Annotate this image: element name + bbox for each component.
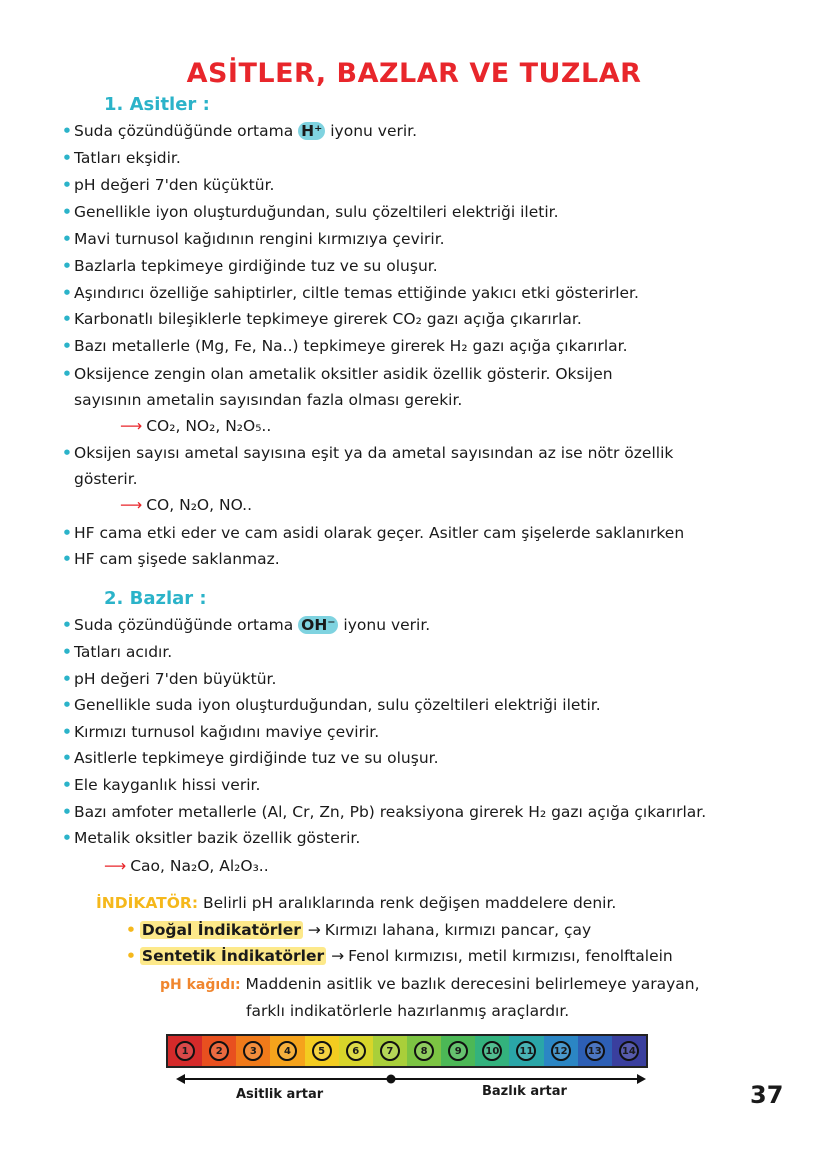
bullet-icon: • — [126, 921, 136, 939]
list-item — [62, 669, 276, 689]
ph-axis-arrow — [176, 1072, 646, 1086]
list-item — [62, 695, 601, 715]
hf-line-1 — [62, 523, 684, 543]
oh-ion-highlight: OH⁻ — [298, 616, 338, 634]
ph-scale-cell — [509, 1036, 543, 1066]
list-item-text: Genellikle iyon oluşturduğundan, sulu çözeltileri elektriği iletir. — [74, 202, 559, 221]
ph-number: 9 — [448, 1041, 468, 1061]
list-item — [62, 775, 260, 795]
base-ion-pre: Suda çözündüğünde ortama — [74, 616, 294, 634]
ph-number: 8 — [414, 1041, 434, 1061]
neutral-oxide-line-2: gösterir. — [74, 470, 138, 488]
natural-indicators — [126, 920, 591, 940]
base-ion-post: iyonu verir. — [343, 616, 431, 634]
list-item — [62, 748, 439, 768]
arrow-right-icon: → — [331, 947, 345, 965]
list-item — [62, 229, 445, 249]
bullet-icon: • — [62, 829, 72, 848]
list-item-text: Mavi turnusol kağıdının rengini kırmızıya çevirir. — [74, 229, 445, 248]
bullet-icon: • — [62, 310, 72, 329]
bullet-icon: • — [126, 947, 136, 965]
bullet-icon: • — [62, 202, 72, 221]
list-item — [62, 802, 706, 822]
neutral-oxide-example — [120, 495, 252, 515]
indicator-label: İNDİKATÖR: — [96, 894, 199, 912]
list-item-text: Ele kayganlık hissi verir. — [74, 776, 261, 794]
bullet-icon: • — [62, 616, 72, 634]
hf-line-2 — [62, 549, 280, 569]
ph-scale-cell — [475, 1036, 509, 1066]
ph-scale-cell — [202, 1036, 236, 1066]
acid-line-ion — [62, 121, 417, 141]
arrow-right-icon: → — [307, 921, 321, 939]
bullet-icon: • — [62, 550, 72, 568]
ph-scale-cell — [168, 1036, 202, 1066]
list-item-text: pH değeri 7'den küçüktür. — [74, 175, 275, 194]
bullet-icon: • — [62, 776, 72, 794]
bullet-icon: • — [62, 365, 72, 383]
base-line-ion — [62, 615, 430, 635]
list-item — [62, 828, 360, 848]
ph-paper-line-1 — [160, 974, 700, 995]
hf-text-1: HF cama etki eder ve cam asidi olarak geçer. Asitler cam şişelerde saklanırken — [74, 524, 685, 542]
ph-number: 2 — [209, 1041, 229, 1061]
acid-oxide-line-1 — [62, 364, 613, 384]
ph-scale-cell — [305, 1036, 339, 1066]
list-item — [62, 256, 438, 276]
list-item — [62, 642, 172, 662]
acidity-increases-label: Asitlik artar — [236, 1087, 324, 1102]
list-item — [62, 148, 181, 168]
list-item-text: Bazlarla tepkimeye girdiğinde tuz ve su oluşur. — [74, 256, 438, 275]
list-item-text: Genellikle suda iyon oluşturduğundan, sulu çözeltileri elektriği iletir. — [74, 696, 601, 715]
base-example-text: Cao, Na₂O, Al₂O₃.. — [130, 857, 269, 875]
synthetic-indicators-text: Fenol kırmızısı, metil kırmızısı, fenolftalein — [348, 947, 673, 965]
basicity-increases-label: Bazlık artar — [482, 1084, 567, 1099]
base-example — [104, 856, 269, 876]
list-item — [62, 722, 379, 742]
list-item-text: Metalik oksitler bazik özellik gösterir. — [74, 829, 361, 848]
list-item-text: Kırmızı turnusol kağıdını maviye çevirir. — [74, 722, 380, 741]
arrow-right-icon: ⟶ — [104, 857, 127, 875]
bullet-icon: • — [62, 122, 72, 140]
list-item-text: Karbonatlı bileşiklerle tepkimeye girerek CO₂ gazı açığa çıkarırlar. — [74, 310, 582, 329]
ph-paper-line-2: farklı indikatörlerle hazırlanmış araçlardır. — [246, 1002, 570, 1020]
bullet-icon: • — [62, 524, 72, 542]
bullet-icon: • — [62, 669, 72, 688]
ph-number: 13 — [585, 1041, 605, 1061]
indicator-definition — [96, 893, 616, 913]
indicator-text: Belirli pH aralıklarında renk değişen maddelere denir. — [203, 894, 617, 912]
ph-number: 6 — [346, 1041, 366, 1061]
list-item-text: Tatları acıdır. — [74, 643, 173, 661]
ph-scale-cell — [544, 1036, 578, 1066]
acid-ion-pre: Suda çözündüğünde ortama — [74, 122, 294, 140]
list-item-text: Tatları ekşidir. — [74, 149, 181, 167]
bullet-icon: • — [62, 175, 72, 194]
ph-scale-cell — [270, 1036, 304, 1066]
acid-oxide-text-a: Oksijence zengin olan ametalik oksitler asidik özellik gösterir. Oksijen — [74, 365, 613, 383]
acid-oxide-example-text: CO₂, NO₂, N₂O₅.. — [146, 417, 272, 435]
ph-number: 12 — [551, 1041, 571, 1061]
neutral-oxide-text-a: Oksijen sayısı ametal sayısına eşit ya da ametal sayısından az ise nötr özellik — [74, 444, 674, 462]
ph-scale — [166, 1034, 648, 1068]
synthetic-indicators — [126, 946, 673, 966]
list-item — [62, 175, 274, 195]
list-item-text: Bazı metallerle (Mg, Fe, Na..) tepkimeye girerek H₂ gazı açığa çıkarırlar. — [74, 337, 628, 356]
list-item — [62, 309, 582, 329]
arrow-right-icon: ⟶ — [120, 417, 143, 435]
bases-heading: 2. Bazlar : — [104, 588, 207, 609]
list-item-text: pH değeri 7'den büyüktür. — [74, 669, 277, 688]
ph-number: 3 — [243, 1041, 263, 1061]
acid-oxide-example — [120, 416, 271, 436]
list-item-text: Asitlerle tepkimeye girdiğinde tuz ve su oluşur. — [74, 749, 439, 768]
ph-number: 5 — [312, 1041, 332, 1061]
ph-scale-cell — [441, 1036, 475, 1066]
bullet-icon: • — [62, 229, 72, 248]
ph-number: 14 — [619, 1041, 639, 1061]
ph-number: 4 — [277, 1041, 297, 1061]
list-item — [62, 202, 559, 222]
acids-heading: 1. Asitler : — [104, 94, 210, 115]
ph-number: 11 — [516, 1041, 536, 1061]
list-item — [62, 283, 639, 303]
ph-scale-cell — [236, 1036, 270, 1066]
bullet-icon: • — [62, 256, 72, 275]
ph-scale-cell — [612, 1036, 646, 1066]
natural-indicators-label: Doğal İndikatörler — [141, 921, 301, 939]
ph-paper-text-1: Maddenin asitlik ve bazlık derecesini belirlemeye yarayan, — [245, 975, 700, 993]
ph-paper-label: pH kağıdı: — [160, 977, 241, 993]
list-item-text: Aşındırıcı özelliğe sahiptirler, ciltle temas ettiğinde yakıcı etki gösterirler. — [74, 283, 639, 302]
ph-number: 10 — [482, 1041, 502, 1061]
neutral-oxide-line-1 — [62, 443, 673, 463]
ph-scale-cell — [339, 1036, 373, 1066]
list-item-text: Bazı amfoter metallerle (Al, Cr, Zn, Pb) reaksiyona girerek H₂ gazı açığa çıkarırlar. — [74, 802, 707, 821]
acid-ion-post: iyonu verir. — [330, 122, 418, 140]
bullet-icon: • — [62, 749, 72, 768]
neutral-oxide-example-text: CO, N₂O, NO.. — [146, 496, 252, 514]
natural-indicators-text: Kırmızı lahana, kırmızı pancar, çay — [324, 921, 592, 939]
bullet-icon: • — [62, 337, 72, 356]
ph-scale-cell — [578, 1036, 612, 1066]
bullet-icon: • — [62, 696, 72, 715]
h-ion-highlight: H⁺ — [298, 122, 325, 140]
ph-number: 7 — [380, 1041, 400, 1061]
ph-number: 1 — [175, 1041, 195, 1061]
list-item — [62, 336, 628, 356]
bullet-icon: • — [62, 444, 72, 462]
page-number: 37 — [750, 1081, 784, 1109]
ph-scale-cell — [407, 1036, 441, 1066]
synthetic-indicators-label: Sentetik İndikatörler — [141, 947, 325, 965]
hf-text-2: HF cam şişede saklanmaz. — [74, 550, 280, 568]
bullet-icon: • — [62, 802, 72, 821]
bullet-icon: • — [62, 722, 72, 741]
arrow-right-icon: ⟶ — [120, 496, 143, 514]
bullet-icon: • — [62, 149, 72, 167]
bullet-icon: • — [62, 643, 72, 661]
bullet-icon: • — [62, 283, 72, 302]
acid-oxide-line-2: sayısının ametalin sayısından fazla olması gerekir. — [74, 391, 463, 409]
page-title: ASİTLER, BAZLAR VE TUZLAR — [186, 58, 642, 89]
ph-scale-cell — [373, 1036, 407, 1066]
